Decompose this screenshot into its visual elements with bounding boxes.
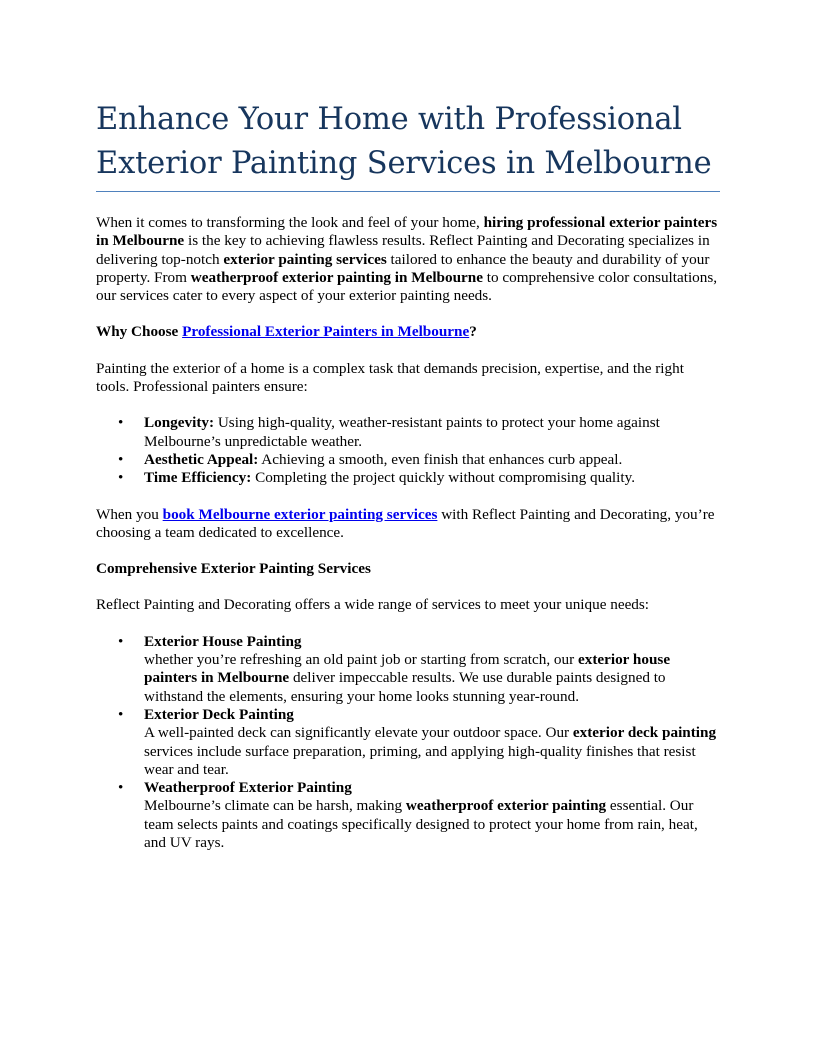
bullet-icon: • — [118, 450, 124, 468]
document-page — [96, 98, 720, 852]
intro-text-4: to comprehensive color consultations, our services cater to every aspect of your exterior painting needs. — [96, 268, 718, 305]
page-title: Enhance Your Home with Professional Exterior Painting Services in Melbourne — [96, 102, 712, 181]
service-text-1: whether you’re refreshing an old paint job or starting from scratch, our — [144, 651, 578, 669]
benefit-label: Longevity: — [144, 414, 215, 432]
bullet-icon: • — [118, 632, 124, 650]
service-text-2: deliver impeccable results. We use durable paints designed to withstand the elements, ensuring your home looks stunning year-round. — [144, 669, 666, 705]
why-paragraph: Painting the exterior of a home is a complex task that demands precision, expertise, and the right tools. Professional painters ensure: — [96, 359, 684, 396]
services-heading — [96, 560, 720, 578]
book-text-2: with Reflect Painting and Decorating, you’re choosing a team dedicated to excellence. — [96, 505, 715, 541]
list-item — [96, 779, 720, 852]
service-title: Exterior House Painting — [144, 632, 302, 650]
list-item — [96, 469, 720, 487]
why-heading-prefix: Why Choose — [96, 323, 183, 341]
intro-bold-3: weatherproof exterior painting in Melbourne — [190, 268, 483, 286]
service-text-2: essential. Our team selects paints and coatings specifically designed to protect your home from rain, heat, and UV rays. — [144, 797, 698, 852]
list-item — [96, 633, 720, 706]
why-heading-suffix: ? — [469, 323, 477, 341]
intro-text-2: is the key to achieving flawless results. Reflect Painting and Decorating specializes in delivering top-notch — [96, 232, 710, 268]
why-heading — [96, 323, 720, 341]
service-bold: weatherproof exterior painting — [405, 797, 607, 815]
book-paragraph — [96, 506, 720, 543]
service-text-2: services include surface preparation, priming, and applying high-quality finishes that resist wear and tear. — [144, 742, 696, 778]
intro-bold-2: exterior painting services — [223, 250, 387, 268]
services-heading-text: Comprehensive Exterior Painting Services — [96, 560, 371, 578]
bullet-icon: • — [118, 779, 124, 797]
benefits-list — [96, 414, 720, 487]
professional-painters-link[interactable]: Professional Exterior Painters in Melbourne — [182, 323, 470, 341]
intro-text-1: When it comes to transforming the look and feel of your home, — [96, 214, 484, 231]
services-list — [96, 633, 720, 853]
intro-bold-1: hiring professional exterior painters in Melbourne — [96, 214, 718, 250]
book-services-link[interactable]: book Melbourne exterior painting services — [162, 505, 438, 523]
service-text-1: A well-painted deck can significantly elevate your outdoor space. Our — [144, 724, 573, 742]
bullet-icon: • — [118, 705, 124, 723]
service-bold: exterior house painters in Melbourne — [144, 651, 671, 687]
benefit-text: Completing the project quickly without compromising quality. — [251, 469, 635, 487]
service-bold: exterior deck painting — [572, 724, 717, 742]
list-item — [96, 414, 720, 451]
benefit-text: Achieving a smooth, even finish that enhances curb appeal. — [258, 450, 623, 468]
intro-paragraph — [96, 214, 720, 305]
service-title: Weatherproof Exterior Painting — [144, 779, 352, 797]
list-item — [96, 451, 720, 469]
benefit-label: Time Efficiency: — [144, 469, 252, 487]
service-title: Exterior Deck Painting — [144, 705, 294, 723]
benefit-label: Aesthetic Appeal: — [144, 450, 259, 468]
title-underline — [96, 191, 720, 192]
service-text-1: Melbourne’s climate can be harsh, making — [144, 797, 406, 815]
intro-text-3: tailored to enhance the beauty and durability of your property. From — [96, 250, 710, 286]
list-item — [96, 706, 720, 779]
book-text-1: When you — [96, 505, 163, 523]
bullet-icon: • — [118, 414, 124, 432]
benefit-text: Using high-quality, weather-resistant paints to protect your home against Melbourne’s unpredictable weather. — [144, 414, 660, 450]
bullet-icon: • — [118, 469, 124, 487]
services-intro: Reflect Painting and Decorating offers a wide range of services to meet your unique needs: — [96, 596, 650, 614]
